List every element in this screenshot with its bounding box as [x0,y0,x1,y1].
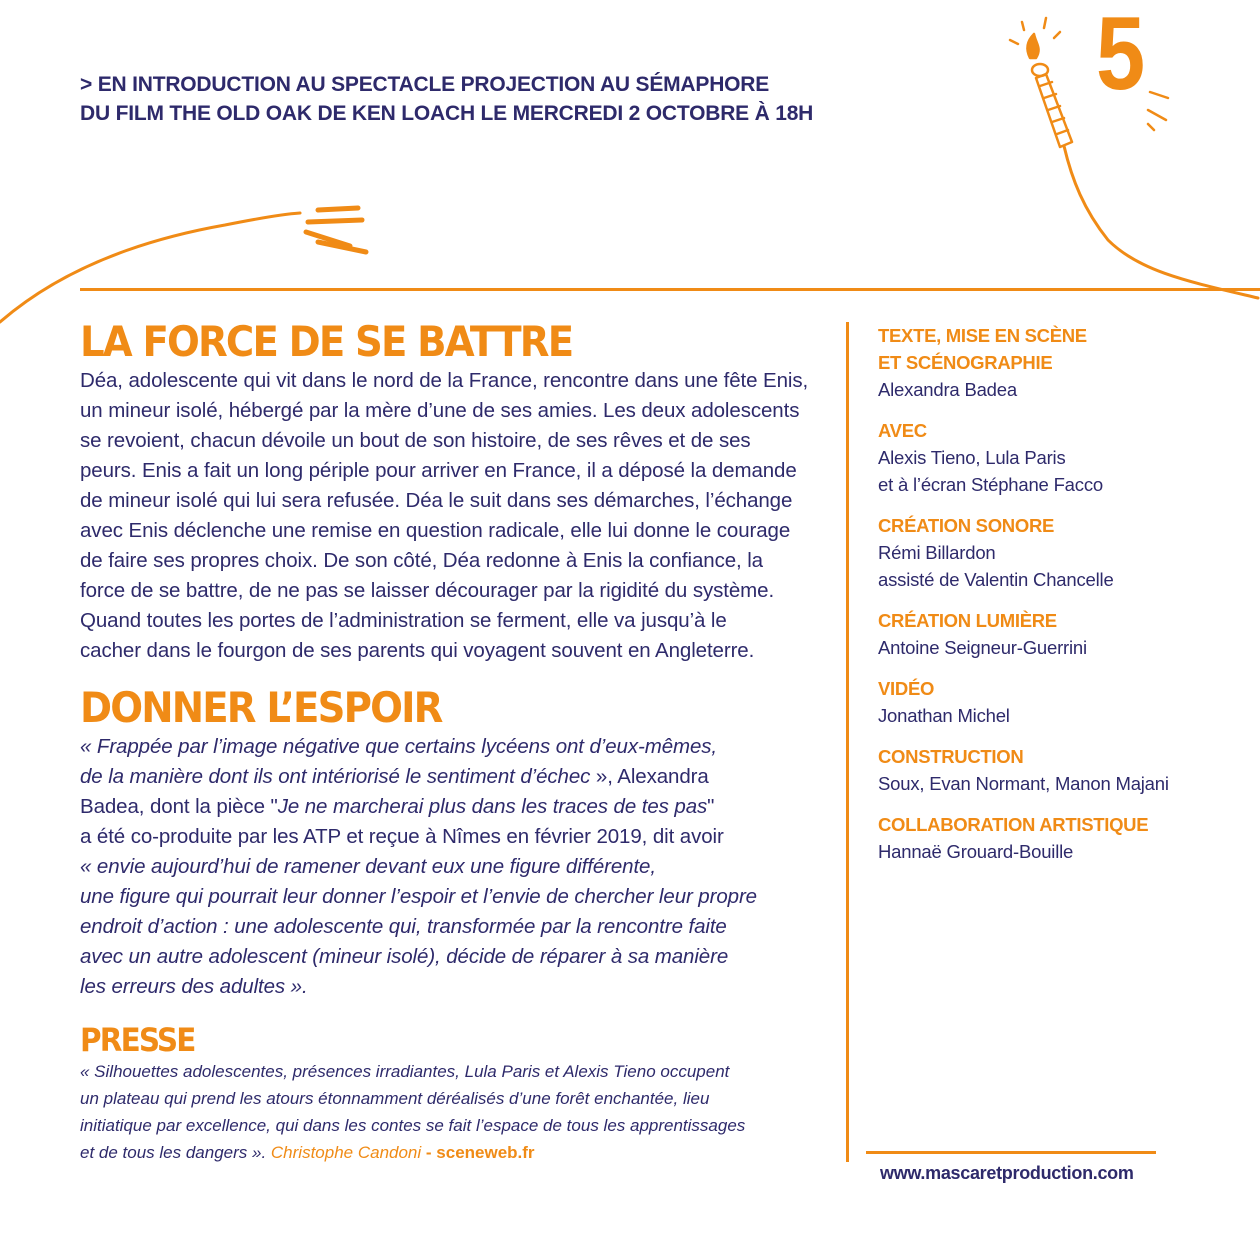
credit-name: Hannaë Grouard-Bouille [878,841,1074,862]
credit-entry [878,607,1248,661]
credits-column [878,322,1248,879]
credit-role: VIDÉO [878,678,935,699]
credit-entry [878,417,1248,498]
credit-entry [878,322,1248,403]
intro-announcement [80,70,840,128]
credit-entry [878,512,1248,593]
text-line: avec un autre adolescent (mineur isolé), décide de réparer à sa manière [80,945,729,968]
text-line: a été co-produite par les ATP et reçue à Nîmes en février 2019, dit avoir [80,825,724,848]
intro-line: > EN INTRODUCTION AU SPECTACLE PROJECTION AU SÉMAPHORE [80,73,770,96]
website-link[interactable]: www.mascaretproduction.com [880,1163,1134,1183]
section-body-presse [80,1058,820,1166]
text-line: initiatique par excellence, qui dans les contes se fait l’espace de tous les apprentissages [80,1116,746,1135]
credit-role: CONSTRUCTION [878,746,1024,767]
text-line: Quand toutes les portes de l’administration se ferment, elle va jusqu’à le [80,609,727,632]
text-line: « envie aujourd’hui de ramener devant eux une figure différente, [80,855,656,878]
credit-name: Rémi Billardon [878,542,996,563]
text-fragment: », Alexandra [590,765,709,788]
text-line: « Frappée par l’image négative que certains lycéens ont d’eux-mêmes, [80,735,718,758]
play-title: Je ne marcherai plus dans les traces de tes pas [277,795,708,818]
credit-name: et à l’écran Stéphane Facco [878,474,1103,495]
text-line: de faire ses propres choix. De son côté, Déa redonne à Enis la confiance, la [80,549,763,572]
text-line: cacher dans le fourgon de ses parents qui voyagent souvent en Angleterre. [80,639,755,662]
text-line [80,762,820,792]
divider-footer [866,1151,1156,1154]
text-line: se revoient, chacun dévoile un bout de son histoire, de ses rêves et de ses [80,429,751,452]
quote-fragment: de la manière dont ils ont intériorisé le sentiment d’échec [80,765,591,788]
credit-role: TEXTE, MISE EN SCÈNE [878,325,1087,346]
credit-name: Antoine Seigneur-Guerrini [878,637,1087,658]
credit-entry [878,743,1248,797]
credit-entry [878,811,1248,865]
text-line: endroit d’action : une adolescente qui, transformée par la rencontre faite [80,915,727,938]
credit-role: COLLABORATION ARTISTIQUE [878,814,1149,835]
text-line: avec Enis déclenche une remise en question radicale, elle lui donne le courage [80,519,791,542]
press-source: - sceneweb.fr [421,1143,535,1162]
credit-name: Soux, Evan Normant, Manon Majani [878,773,1169,794]
credit-role: ET SCÉNOGRAPHIE [878,352,1053,373]
credit-name: Jonathan Michel [878,705,1010,726]
text-line [80,1139,820,1166]
main-column [80,318,820,1166]
credit-name: Alexis Tieno, Lula Paris [878,447,1066,468]
section-title-presse: PRESSE [80,1021,195,1059]
text-line [80,792,820,822]
text-line: les erreurs des adultes ». [80,975,308,998]
credit-role: AVEC [878,420,927,441]
text-line: force de se battre, de ne pas se laisser décourager par la rigidité du système. [80,579,775,602]
text-fragment: et de tous les dangers ». [80,1143,271,1162]
credit-entry [878,675,1248,729]
section-body-force [80,366,820,666]
text-line: peurs. Enis a fait un long périple pour arriver en France, il a déposé la demande [80,459,797,482]
text-fragment: Badea, dont la pièce " [80,795,278,818]
credit-role: CRÉATION SONORE [878,515,1055,536]
text-fragment: " [707,795,715,818]
press-author: Christophe Candoni [270,1143,422,1162]
divider-vertical [846,322,849,1162]
credit-role: CRÉATION LUMIÈRE [878,610,1057,631]
credit-name: assisté de Valentin Chancelle [878,569,1114,590]
credit-name: Alexandra Badea [878,379,1017,400]
page-number: 5 [1096,0,1146,112]
text-line: de mineur isolé qui lui sera refusée. Déa le suit dans ses démarches, l’échange [80,489,793,512]
section-body-espoir [80,732,820,1002]
text-line: Déa, adolescente qui vit dans le nord de la France, rencontre dans une fête Enis, [80,369,809,392]
text-line: un plateau qui prend les atours étonnamment déréalisés d’une forêt enchantée, lieu [80,1089,710,1108]
text-line: « Silhouettes adolescentes, présences irradiantes, Lula Paris et Alexis Tieno occupent [80,1062,730,1081]
divider-horizontal [80,288,1260,291]
text-line: une figure qui pourrait leur donner l’espoir et l’envie de chercher leur propre [80,885,757,908]
section-title-espoir: DONNER L’ESPOIR [80,683,442,732]
intro-line: DU FILM THE OLD OAK DE KEN LOACH LE MERCREDI 2 OCTOBRE À 18H [80,102,814,125]
section-title-force: LA FORCE DE SE BATTRE [80,317,573,366]
text-line: un mineur isolé, hébergé par la mère d’une de ses amies. Les deux adolescents [80,399,800,422]
